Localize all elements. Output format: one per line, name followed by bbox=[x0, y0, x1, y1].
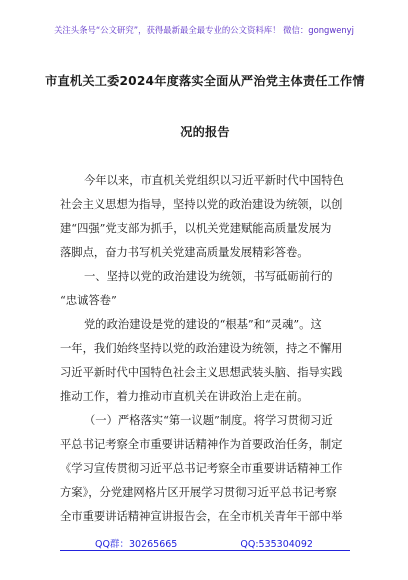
body-line-12: 全市重要讲话精神宣讲报告会，在全市机关青年干部中举 bbox=[60, 510, 343, 523]
body-line-4: 落脚点，奋力书写机关党建高质量发展精彩答卷。 bbox=[60, 246, 309, 259]
body-line-6: 一年，我们始终坚持以党的政治建设为统领，持之不懈用 bbox=[60, 342, 343, 355]
subsection-line-1: （一）严格落实“第一议题”制度。将学习贯彻习近 bbox=[84, 414, 333, 427]
body-line-10: 《学习宣传贯彻习近平总书记考察全市重要讲话精神工作 bbox=[60, 462, 343, 475]
header-banner: 关注头条号“公文研究”，获得最新最全最专业的公文资料库！ 微信：gongwenyj bbox=[54, 25, 354, 35]
document-title-line-2: 况的报告 bbox=[180, 125, 230, 139]
body-line-7: 习近平新时代中国特色社会主义思想武装头脑、指导实践 bbox=[60, 366, 343, 379]
footer-qq-number: QQ:535304092 bbox=[240, 539, 313, 550]
section-heading-line-2: “忠诚答卷” bbox=[60, 294, 117, 307]
body-line-8: 推动工作，着力推动市直机关在讲政治上走在前。 bbox=[60, 390, 309, 403]
footer-rule bbox=[60, 550, 350, 551]
body-line-3: 建“四强”党支部为抓手，以机关党建赋能高质量发展为 bbox=[60, 222, 332, 235]
footer bbox=[0, 536, 408, 550]
body-line-9: 平总书记考察全市重要讲话精神作为首要政治任务，制定 bbox=[60, 438, 343, 451]
body-line-11: 方案》，分党建网格片区开展学习贯彻习近平总书记考察 bbox=[60, 486, 337, 499]
section-heading-line-1: 一、坚持以党的政治建设为统领，书写砥砺前行的 bbox=[84, 270, 333, 283]
body-line-2: 社会主义思想为指导，坚持以党的政治建设为统领，以创 bbox=[60, 198, 343, 211]
body-line-1: 今年以来，市直机关党组织以习近平新时代中国特色 bbox=[84, 174, 344, 187]
document-title-line-1: 市直机关工委2024年度落实全面从严治党主体责任工作情 bbox=[45, 74, 365, 88]
footer-qq-group: QQ群：30265665 bbox=[95, 539, 178, 550]
body-line-5: 党的政治建设是党的建设的“根基”和“灵魂”。这 bbox=[84, 318, 322, 331]
